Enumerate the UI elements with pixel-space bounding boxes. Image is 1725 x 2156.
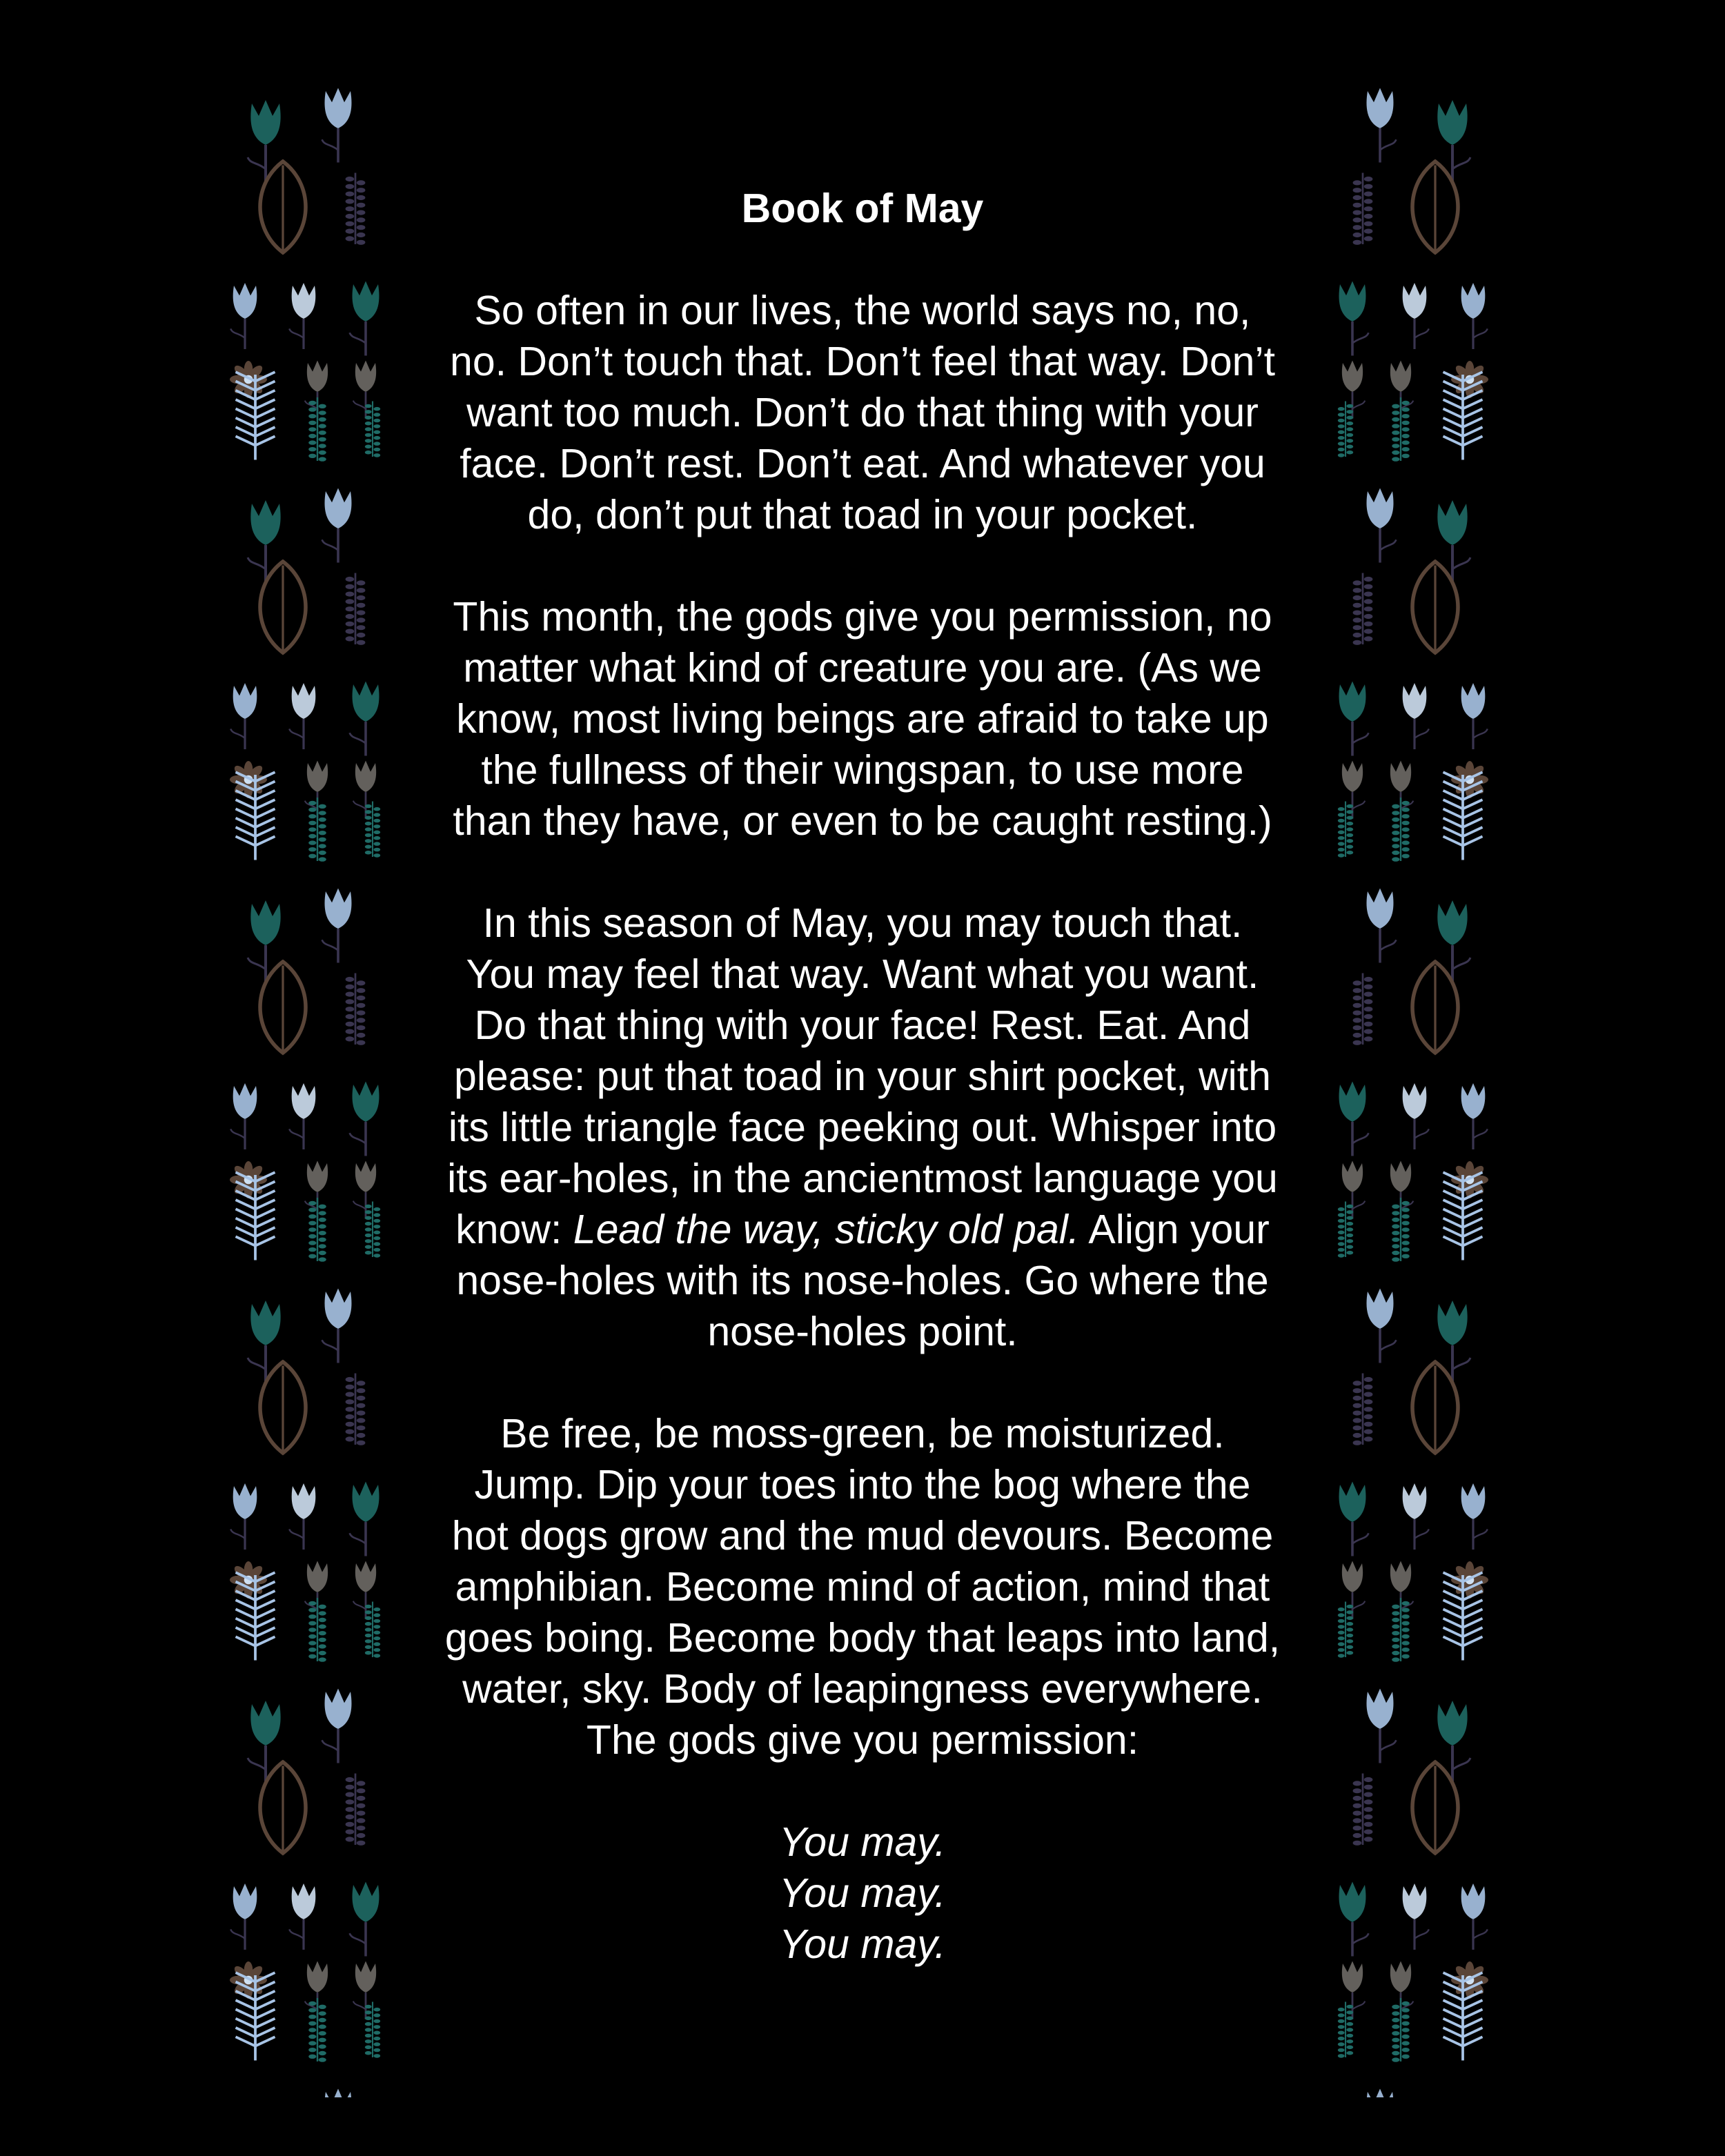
tulip-icon [1403,1883,1429,1950]
tulip-icon [1390,761,1413,819]
tulip-icon [350,1482,379,1556]
sprig-icon [308,1998,326,2062]
tulip-icon [1367,88,1397,163]
paragraph-3-before: In this season of May, you may touch that. You may feel that way. Want what you want. Do that thing with your face! Rest. Eat. And please: put that toad in your shirt pocket, with its little triangle face peeking out. Whisper into its ear-holes, in the ancientmost language you know: [447,900,1278,1252]
tulip-icon [1403,683,1429,749]
sprig-icon [1338,402,1353,457]
tulip-icon [1339,1082,1369,1156]
tulip-icon [230,1083,257,1149]
tulip-icon [1403,283,1429,349]
fern-icon [1443,1972,1483,2060]
paragraph-4: Be free, be moss-green, be moisturized. Jump. Dip your toes into the bog where the hot dogs grow and the mud devours. Become amphibian. Become mind of action, mind that goes boing. Become body that leaps into land, water, sky. Body of leapingness everywhere. The gods give you permission: [444,1411,1281,1763]
sprig-icon [1353,173,1373,245]
tulip-icon [230,283,257,349]
paragraph-1: So often in our lives, the world says no, no, no. Don’t touch that. Don’t feel that way. Don’t want too much. Don’t do that thing with your face. Don’t rest. Don’t eat. And whatever you do, don’t put that toad in your pocket. [450,288,1275,537]
sprig-icon [346,1374,366,1445]
page-title: Book of May [741,186,984,231]
tulip-icon [1367,1689,1397,1763]
tulip-icon [289,1883,315,1950]
fern-icon [236,772,275,860]
sprig-icon [1338,1202,1353,1258]
tulip-icon [350,1082,379,1156]
tulip-icon [1390,1961,1413,2019]
sprig-icon [1338,802,1353,858]
sprig-icon [365,1602,380,1658]
sprig-icon [1392,1998,1410,2062]
sprig-icon [1338,1602,1353,1658]
tulip-icon [305,1961,328,2019]
tulip-icon [322,2089,352,2098]
sprig-icon [1392,798,1410,862]
tulip-icon [1461,1483,1488,1550]
tulip-icon [322,88,352,163]
tulip-icon [289,1083,315,1149]
tulip-icon [1461,1083,1488,1149]
closing-line: You may. [779,1870,946,1916]
tulip-icon [289,1483,315,1550]
paragraph-3-italic: Lead the way, sticky old pal. [573,1207,1080,1252]
closing-refrain [414,1817,1311,1970]
paragraph-3-after: Align your nose-holes with its nose-holes. Go where the nose-holes point. [456,1207,1270,1354]
tulip-icon [1461,1883,1488,1950]
sprig-icon [346,1774,366,1846]
paragraph-2: This month, the gods give you permission, no matter what kind of creature you are. (As we know, most living beings are afraid to take up the fullness of their wingspan, to use more than they have, or even to be caught resting.) [453,594,1272,844]
tulip-icon [1367,488,1397,563]
sprig-icon [1392,397,1410,462]
tulip-icon [350,682,379,756]
paragraph-3 [414,898,1311,1357]
sprig-icon [1353,573,1373,645]
sprig-icon [308,1598,326,1662]
tulip-icon [350,1882,379,1957]
tulip-icon [305,761,328,819]
sprig-icon [346,973,366,1045]
floral-pattern-left [217,69,404,2097]
sprig-icon [308,1198,326,1262]
tulip-icon [230,1483,257,1550]
sprig-icon [346,173,366,245]
tulip-icon [322,1689,352,1763]
fern-icon [1443,372,1483,459]
tulip-icon [305,1561,328,1619]
tulip-icon [1339,281,1369,356]
sprig-icon [365,2002,380,2058]
tulip-icon [322,488,352,563]
closing-line: You may. [779,1921,946,1967]
tulip-icon [1403,1083,1429,1149]
tulip-icon [230,683,257,749]
tulip-icon [1390,361,1413,419]
floral-pattern-right [1314,69,1501,2097]
tulip-icon [1403,1483,1429,1550]
sprig-icon [1353,973,1373,1045]
sprig-icon [1353,1374,1373,1445]
tulip-icon [1461,683,1488,749]
sprig-icon [1392,1598,1410,1662]
sprig-icon [365,1202,380,1258]
sprig-icon [1353,1774,1373,1846]
sprig-icon [346,573,366,645]
fern-icon [1443,772,1483,860]
sprig-icon [365,402,380,457]
fern-icon [236,1972,275,2060]
poem-text [414,183,1311,1970]
sprig-icon [1392,1198,1410,1262]
fern-icon [1443,1572,1483,1660]
tulip-icon [1367,1289,1397,1363]
tulip-icon [230,1883,257,1950]
floral-border-right [1314,69,1501,2097]
tulip-icon [322,889,352,963]
closing-line: You may. [779,1819,946,1865]
sprig-icon [1338,2002,1353,2058]
tulip-icon [1339,1882,1369,1957]
tulip-icon [305,361,328,419]
sprig-icon [365,802,380,858]
tulip-icon [289,683,315,749]
tulip-icon [289,283,315,349]
tulip-icon [322,1289,352,1363]
tulip-icon [1461,283,1488,349]
fern-icon [1443,1172,1483,1260]
tulip-icon [350,281,379,356]
fern-icon [236,1172,275,1260]
tulip-icon [305,1161,328,1219]
tulip-icon [1390,1161,1413,1219]
fern-icon [236,1572,275,1660]
tulip-icon [1339,1482,1369,1556]
tulip-icon [1367,2089,1397,2098]
sprig-icon [308,397,326,462]
fern-icon [236,372,275,459]
tulip-icon [1339,682,1369,756]
floral-border-left [217,69,404,2097]
tulip-icon [1367,889,1397,963]
tulip-icon [1390,1561,1413,1619]
sprig-icon [308,798,326,862]
